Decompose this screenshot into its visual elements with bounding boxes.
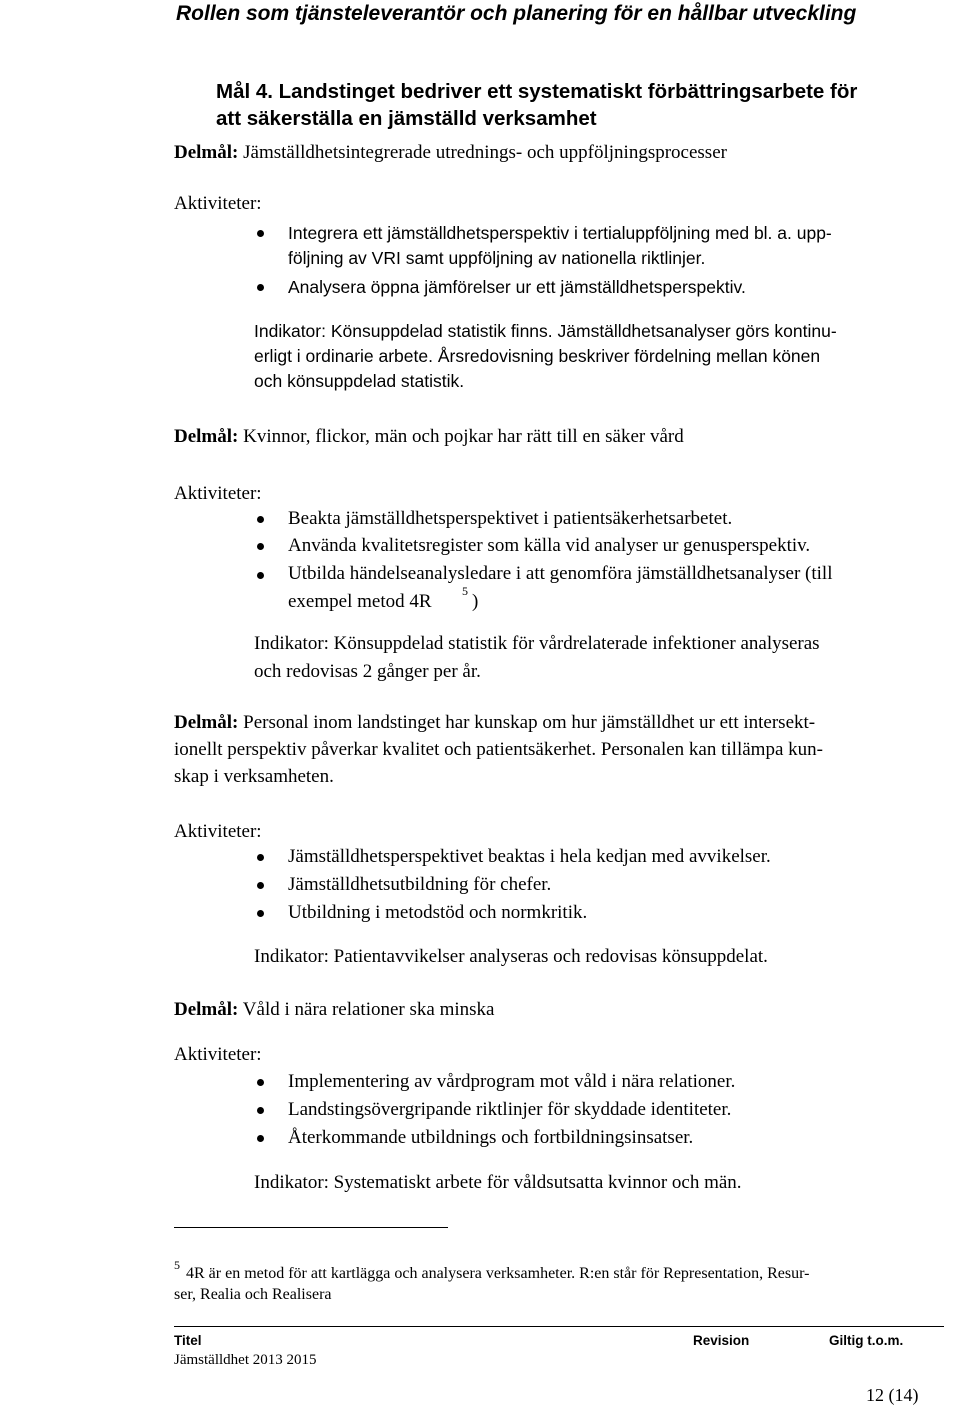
aktiviteter-label: Aktiviteter: bbox=[174, 193, 262, 214]
activity-item-close: ) bbox=[472, 591, 479, 612]
delmal-line bbox=[174, 425, 684, 449]
footnote-number: 5 bbox=[174, 1258, 180, 1272]
bullet-icon bbox=[257, 1135, 264, 1142]
bullet-icon bbox=[257, 1107, 264, 1114]
delmal-line bbox=[174, 998, 494, 1022]
indikator-line: Indikator: Patientavvikelser analyseras och redovisas könsuppdelat. bbox=[254, 946, 768, 967]
aktiviteter-label: Aktiviteter: bbox=[174, 1044, 262, 1065]
footer-separator bbox=[174, 1326, 944, 1327]
footer-titel-label: Titel bbox=[174, 1333, 202, 1348]
activity-item-line: Analysera öppna jämförelser ur ett jämställdhetsperspektiv. bbox=[288, 277, 746, 297]
aktiviteter-label: Aktiviteter: bbox=[174, 821, 262, 842]
indikator-line: Indikator: Könsuppdelad statistik för vårdrelaterade infektioner analyseras bbox=[254, 633, 820, 654]
indikator-line: och könsuppdelad statistik. bbox=[254, 371, 465, 391]
delmal-text: skap i verksamheten. bbox=[174, 766, 334, 787]
delmal-line bbox=[174, 141, 727, 165]
delmal-label: Delmål: bbox=[174, 426, 239, 447]
activity-item-line: Landstingsövergripande riktlinjer för skyddade identiteter. bbox=[288, 1099, 732, 1120]
delmal-text: Jämställdhetsintegrerade utrednings- och uppföljningsprocesser bbox=[243, 142, 727, 163]
goal-heading-line2: att säkerställa en jämställd verksamhet bbox=[216, 107, 597, 130]
delmal-text: Våld i nära relationer ska minska bbox=[242, 999, 495, 1020]
footer-revision-label: Revision bbox=[693, 1333, 750, 1348]
delmal-text: Personal inom landstinget har kunskap om hur jämställdhet ur ett intersekt- bbox=[243, 712, 816, 733]
delmal-line bbox=[174, 711, 815, 735]
indikator-line: och redovisas 2 gånger per år. bbox=[254, 661, 481, 682]
footnote-ref: 5 bbox=[462, 584, 468, 598]
activity-item-line: Utbildning i metodstöd och normkritik. bbox=[288, 902, 588, 923]
goal-heading-line1: Mål 4. Landstinget bedriver ett systematiskt förbättringsarbete för bbox=[216, 80, 858, 103]
delmal-label: Delmål: bbox=[174, 999, 239, 1020]
delmal-text: ionellt perspektiv påverkar kvalitet och patientsäkerhet. Personalen kan tillämpa kun- bbox=[174, 739, 823, 760]
activity-item-text: exempel metod 4R bbox=[288, 591, 432, 612]
activity-item-line: Jämställdhetsutbildning för chefer. bbox=[288, 874, 552, 895]
bullet-icon bbox=[257, 854, 264, 861]
activity-item-line: Jämställdhetsperspektivet beaktas i hela kedjan med avvikelser. bbox=[288, 846, 771, 867]
activity-item-line: Implementering av vårdprogram mot våld i nära relationer. bbox=[288, 1071, 736, 1092]
bullet-icon bbox=[257, 516, 264, 523]
activity-item-line: följning av VRI samt uppföljning av nationella riktlinjer. bbox=[288, 248, 706, 268]
footnote-separator bbox=[174, 1227, 448, 1228]
delmal-label: Delmål: bbox=[174, 142, 239, 163]
activity-item-line: Integrera ett jämställdhetsperspektiv i tertialuppföljning med bl. a. upp- bbox=[288, 223, 832, 243]
indikator-line: Indikator: Systematiskt arbete för våldsutsatta kvinnor och män. bbox=[254, 1172, 742, 1193]
bullet-icon bbox=[257, 572, 264, 579]
bullet-icon bbox=[257, 230, 264, 237]
delmal-label: Delmål: bbox=[174, 712, 239, 733]
activity-item-line: Återkommande utbildnings och fortbildningsinsatser. bbox=[288, 1127, 694, 1148]
footnote-line: ser, Realia och Realisera bbox=[174, 1286, 332, 1303]
activity-item-line: Använda kvalitetsregister som källa vid analyser ur genusperspektiv. bbox=[288, 535, 811, 556]
bullet-icon bbox=[257, 910, 264, 917]
bullet-icon bbox=[257, 882, 264, 889]
delmal-text: Kvinnor, flickor, män och pojkar har rätt till en säker vård bbox=[243, 426, 684, 447]
footer-giltig-label: Giltig t.o.m. bbox=[829, 1333, 904, 1348]
page-number: 12 (14) bbox=[866, 1385, 919, 1405]
activity-item-line: Utbilda händelseanalysledare i att genomföra jämställdhetsanalyser (till bbox=[288, 563, 833, 584]
bullet-icon bbox=[257, 1079, 264, 1086]
aktiviteter-label: Aktiviteter: bbox=[174, 483, 262, 504]
footnote-line: 4R är en metod för att kartlägga och analysera verksamheter. R:en står för Representation, Resur- bbox=[186, 1265, 810, 1282]
activity-item-line bbox=[288, 590, 432, 614]
running-header: Rollen som tjänsteleverantör och planering för en hållbar utveckling bbox=[176, 2, 857, 25]
footer-titel-value: Jämställdhet 2013 2015 bbox=[174, 1352, 317, 1368]
indikator-line: erligt i ordinarie arbete. Årsredovisning beskriver fördelning mellan könen bbox=[254, 346, 821, 366]
indikator-line: Indikator: Könsuppdelad statistik finns. Jämställdhetsanalyser görs kontinu- bbox=[254, 321, 837, 341]
activity-item-line: Beakta jämställdhetsperspektivet i patientsäkerhetsarbetet. bbox=[288, 508, 733, 529]
bullet-icon bbox=[257, 543, 264, 550]
bullet-icon bbox=[257, 284, 264, 291]
